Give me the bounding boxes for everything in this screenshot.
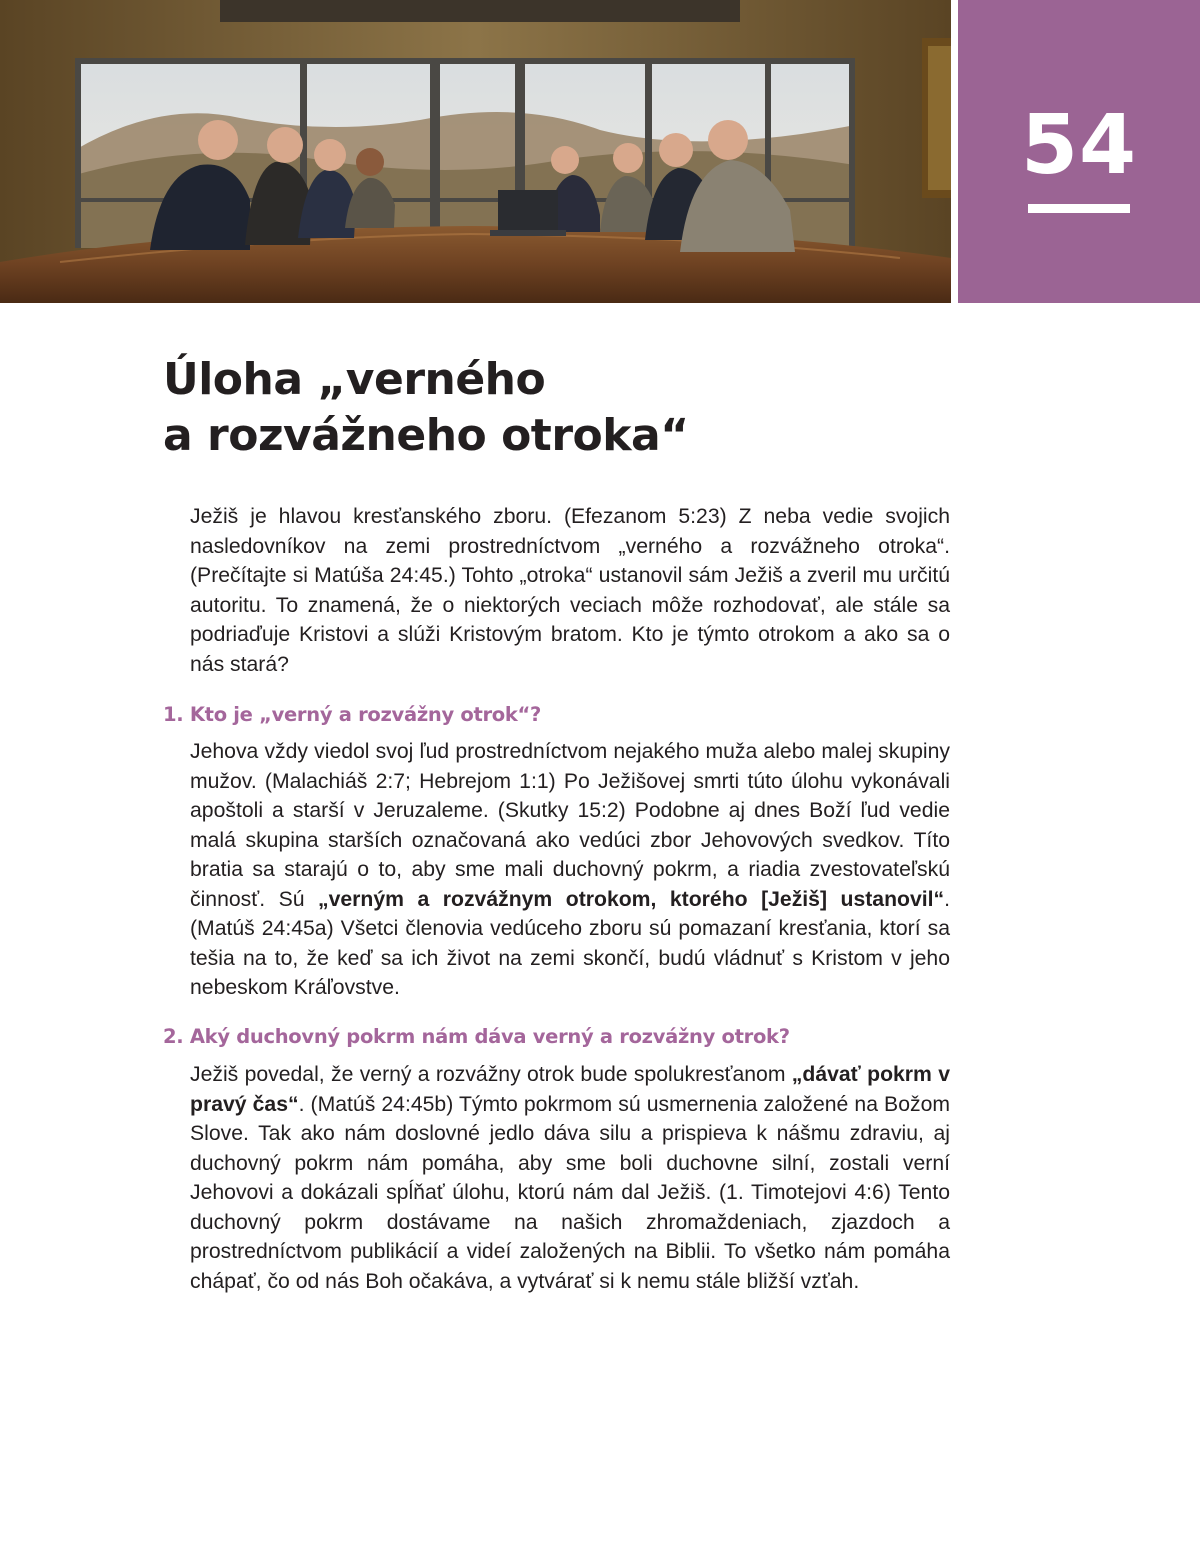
intro-paragraph: Ježiš je hlavou kresťanského zboru. (Efezanom 5:23) Z neba vedie svojich nasledovníkov na zemi prostredníctvom „verného a rozvážneho otroka“. (Prečítajte si Matúša 24:45.) Tohto „otroka“ ustanovil sám Ježiš a zveril mu určitú autoritu. To znamená, že o niektorých veciach môže rozhodovať, ale stále sa podriaďuje Kristovi a slúži Kristovým bratom. Kto je týmto otrokom a ako sa o nás stará? bbox=[190, 505, 950, 676]
section-1-paragraph bbox=[190, 737, 950, 1003]
section-2-text-b: . (Matúš 24:45b) Týmto pokrmom sú usmernenia založené na Božom Slove. Tak ako nám doslovné jedlo dáva silu a prispieva k nášmu zdraviu, aj duchovný pokrm nám pomáha, aby sme boli duchovne silní, zostali verní Jehovovi a dokázali spĺňať úlohu, ktorú nám dal Ježiš. (1. Timotejovi 4:6) Tento duchovný pokrm dostávame na našich zhromaždeniach, zjazdoch a prostredníctvom publikácií a videí založených na Biblii. To všetko nám pomáha chápať, čo od nás Boh očakáva, a vytvárať si k nemu stále bližší vzťah. bbox=[190, 1092, 951, 1293]
meeting-photo bbox=[0, 0, 951, 303]
title-line-2: a rozvážneho otroka“ bbox=[163, 410, 689, 461]
badge-underline bbox=[1028, 204, 1130, 213]
lesson-number: 54 bbox=[1020, 98, 1138, 193]
section-1-text-b: . (Matúš 24:45a) Všetci členovia vedúceho zboru sú pomazaní kresťania, ktorí sa tešia na to, že keď sa ich život na zemi skončí, budú vládnuť s Kristom v jeho nebeskom Kráľovstve. bbox=[190, 887, 951, 999]
section-1-bold-quote: „verným a rozvážnym otrokom, ktorého [Ježiš] ustanovil“ bbox=[318, 887, 945, 911]
lesson-badge bbox=[958, 0, 1200, 303]
section-1-text-a: Jehova vždy viedol svoj ľud prostredníctvom nejakého muža alebo malej skupiny mužov. (Malachiáš 2:7; Hebrejom 1:1) Po Ježišovej smrti túto úlohu vykonávali apoštoli a starší v Jeruzaleme. (Skutky 15:2) Podobne aj dnes Boží ľud vedie malá skupina starších označovaná ako vedúci zbor Jehovových svedkov. Títo bratia sa starajú o to, aby sme mali duchovný pokrm, a riadia zvestovateľskú činnosť. Sú bbox=[190, 740, 950, 911]
boardroom-illustration bbox=[0, 0, 951, 303]
section-2-paragraph bbox=[190, 1060, 950, 1296]
section-2-bold-quote: „dávať pokrm v pravý čas“ bbox=[190, 1063, 950, 1116]
section-2-text-a: Ježiš povedal, že verný a rozvážny otrok bude spolukresťanom bbox=[190, 1063, 792, 1086]
page-title bbox=[163, 352, 923, 464]
title-line-1: Úloha „verného bbox=[163, 354, 546, 405]
question-heading-2: 2. Aký duchovný pokrm nám dáva verný a rozvážny otrok? bbox=[163, 1025, 790, 1048]
question-heading-1: 1. Kto je „verný a rozvážny otrok“? bbox=[163, 703, 542, 726]
